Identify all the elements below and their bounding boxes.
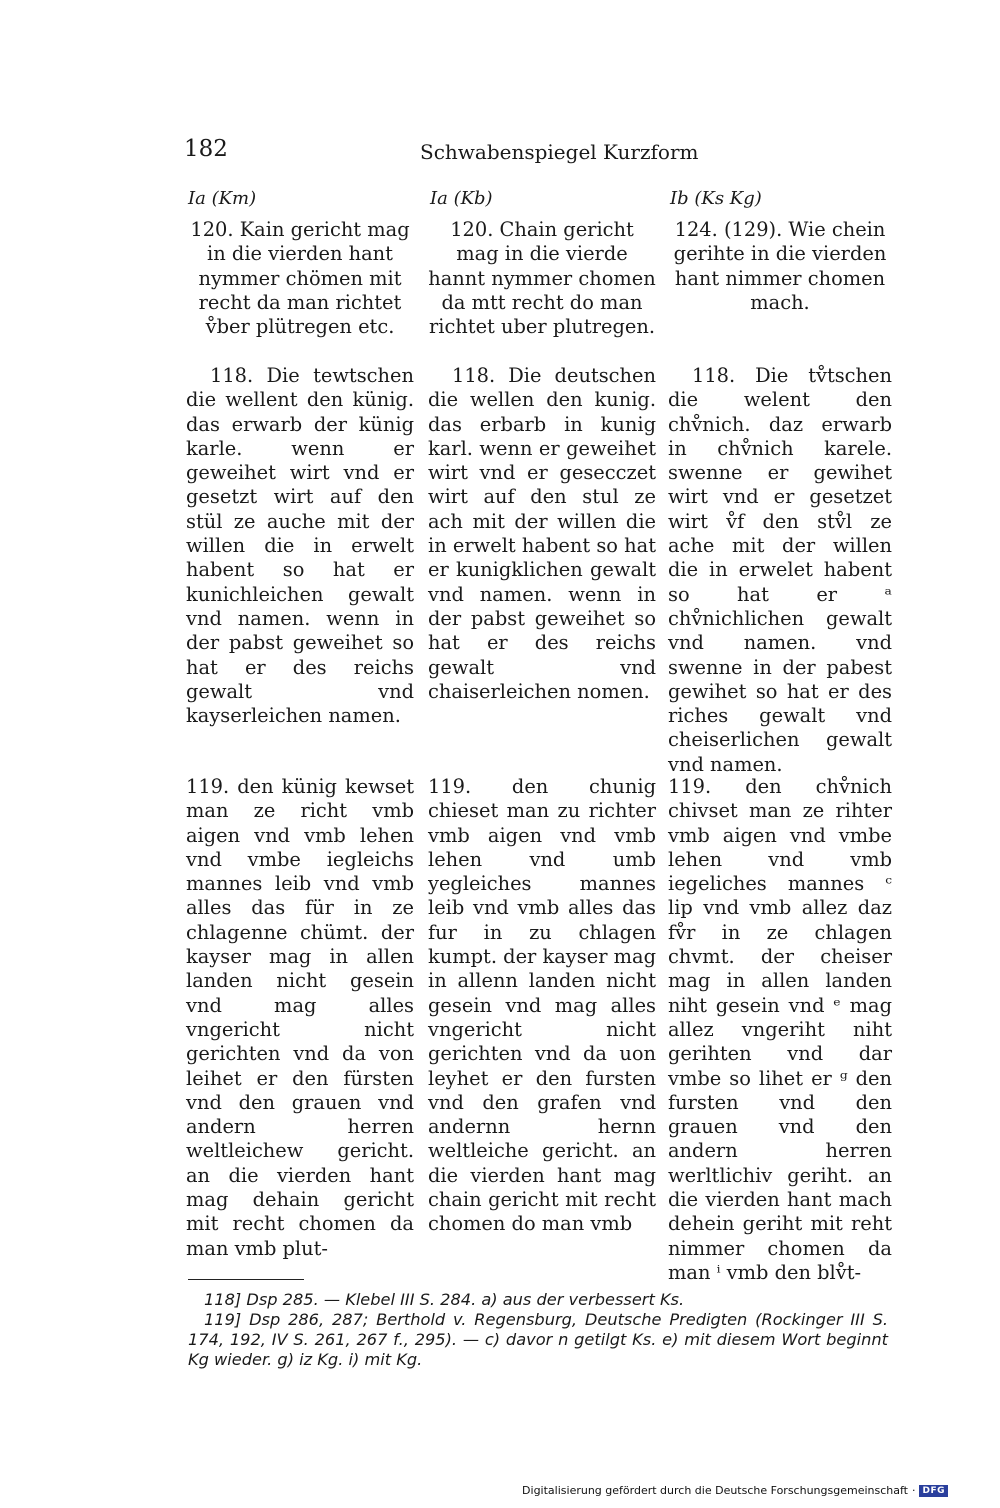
column-siglum-2: Ia (Kb) — [430, 188, 493, 209]
footnote-rule — [188, 1279, 304, 1280]
chapter-118-text: 118. Die tv̊tschen die welent den chv̊nich. daz erwarb in chv̊nich karele. swenne er gewihet wirt vnd er gesetzet wirt v̊f den stv̊l ze ache mit der willen die in erwelet habent so hat er ᵃ chv̊nichlichen gewalt vnd namen. vnd swenne in der pabest gewihet so hat er des riches gewalt vnd cheiserlichen gewalt vnd namen. — [668, 364, 892, 776]
chapter-119-text: 119. den künig kewset man ze richt vmb aigen vnd vmb lehen vnd vmbe iegleichs mannes leib vnd vmb alles das für in ze chlagenne chümt. der kayser mag in allen landen nicht gesein vnd mag alles vngericht nicht gerichten vnd da von leihet er den fürsten vnd den grauen vnd andern herren weltleichew gericht. an die vierden hant mag dehain gericht mit recht chomen da man vmb plut- — [186, 775, 414, 1260]
chapter-118-text: 118. Die tewtschen die wellent den künig. das erwarb der künig karle. wenn er geweihet wirt vnd er gesetzt wirt auf den stül ze auche mit der willen die in erwelt habent so hat er kunichleichen gewalt vnd namen. wenn in der pabst geweihet so hat er des reichs gewalt vnd kayserleichen namen. — [186, 364, 414, 728]
chapter-124-text: 124. (129). Wie chein gerihte in die vierden hant nimmer chomen mach. — [673, 218, 887, 314]
running-title: Schwabenspiegel Kurzform — [420, 140, 699, 164]
chapter-120-text: 120. Chain gericht mag in die vierde hannt nymmer chomen da mtt recht do man richtet uber plutregen. — [428, 218, 656, 339]
credit-text: Digitalisierung gefördert durch die Deutsche Forschungsgemeinschaft — [522, 1484, 908, 1497]
footnotes — [188, 1290, 888, 1370]
column-siglum-3: Ib (Ks Kg) — [670, 188, 762, 209]
column-siglum-1: Ia (Km) — [188, 188, 257, 209]
chapter-118-text: 118. Die deutschen die wellen den kunig. das erbarb in kunig karl. wenn er geweihet wirt vnd er gesecczet wirt auf den stul ze ach mit der willen die in erwelt habent so hat er kunigklichen gewalt vnd namen. wenn in der pabst geweihet so hat er des reichs gewalt vnd chaiserleichen nomen. — [428, 364, 656, 703]
chapter-119-text: 119. den chv̊nich chivset man ze rihter vmb aigen vnd vmbe lehen vnd vmb iegeliches mannes ᶜ lip vnd vmb allez daz fv̊r in ze chlagen chvmt. der cheiser mag in allen landen niht gesein vnd ᵉ mag allez vngeriht niht gerihten vnd dar vmbe so lihet er ᵍ den fursten vnd den grauen vnd den andern herren werltlichiv geriht. an die vierden hant mach dehein geriht mit reht nimmer chomen da man ⁱ vmb den blv̊t- — [668, 775, 892, 1284]
footnote-118: 118] Dsp 285. — Klebel III S. 284. a) aus der verbessert Ks. — [204, 1290, 685, 1309]
chapter-120-text: 120. Kain gericht mag in die vierden hant nymmer chömen mit recht da man richtet v̊ber plütregen etc. — [190, 218, 410, 339]
footnote-119: 119] Dsp 286, 287; Berthold v. Regensburg, Deutsche Predigten (Rockinger III S. 174, 192, IV S. 261, 267 f., 295). — c) davor n getilgt Ks. e) mit diesem Wort beginnt Kg wieder. g) iz Kg. i) mit Kg. — [188, 1310, 888, 1369]
chapter-119-text: 119. den chunig chieset man zu richter vmb aigen vnd vmb lehen vnd umb yegleiches mannes leib vnd vmb alles das fur in zu chlagen kumpt. der kayser mag in allenn landen nicht gesein vnd mag alles vngericht nicht gerichten vnd da uon leyhet er den fursten vnd den grafen vnd andernn hernn weltleiche gericht. an die vierden hant mag chain gericht mit recht chomen do man vmb — [428, 775, 656, 1236]
digitization-credit: Digitalisierung gefördert durch die Deutsche Forschungsgemeinschaft · DFG — [522, 1484, 948, 1497]
page-number: 182 — [184, 136, 228, 162]
dfg-logo: DFG — [919, 1485, 948, 1497]
